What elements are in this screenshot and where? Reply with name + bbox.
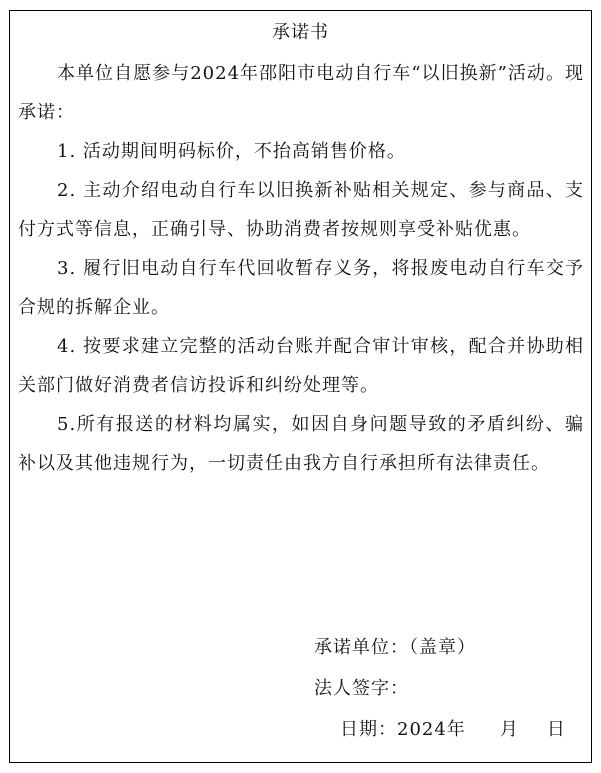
document-body <box>18 54 584 483</box>
commitment-item-3: 3. 履行旧电动自行车代回收暂存义务，将报废电动自行车交予合规的拆解企业。 <box>18 258 584 318</box>
date-month-label: 月 <box>499 719 519 740</box>
document-title: 承诺书 <box>272 22 329 43</box>
commitment-item-1: 1. 活动期间明码标价，不抬高销售价格。 <box>57 141 406 162</box>
date-day-label: 日 <box>546 719 566 740</box>
intro-paragraph: 本单位自愿参与2024年邵阳市电动自行车“以旧换新”活动。现承诺： <box>18 63 584 123</box>
commitment-item-2: 2. 主动介绍电动自行车以旧换新补贴相关规定、参与商品、支付方式等信息，正确引导、协助消费者按规则享受补贴优惠。 <box>18 180 584 240</box>
date-line <box>340 718 566 742</box>
date-year-label: 日期：2024年 <box>340 719 466 740</box>
legal-representative-signature-line: 法人签字： <box>314 678 409 699</box>
committing-unit-seal-line: 承诺单位：（盖章） <box>314 637 476 658</box>
commitment-letter-page <box>9 10 592 763</box>
commitment-item-4: 4. 按要求建立完整的活动台账并配合审计审核，配合并协助相关部门做好消费者信访投诉和纠纷处理等。 <box>18 336 584 396</box>
commitment-item-5: 5.所有报送的材料均属实，如因自身问题导致的矛盾纠纷、骗补以及其他违规行为，一切责任由我方自行承担所有法律责任。 <box>18 414 584 474</box>
